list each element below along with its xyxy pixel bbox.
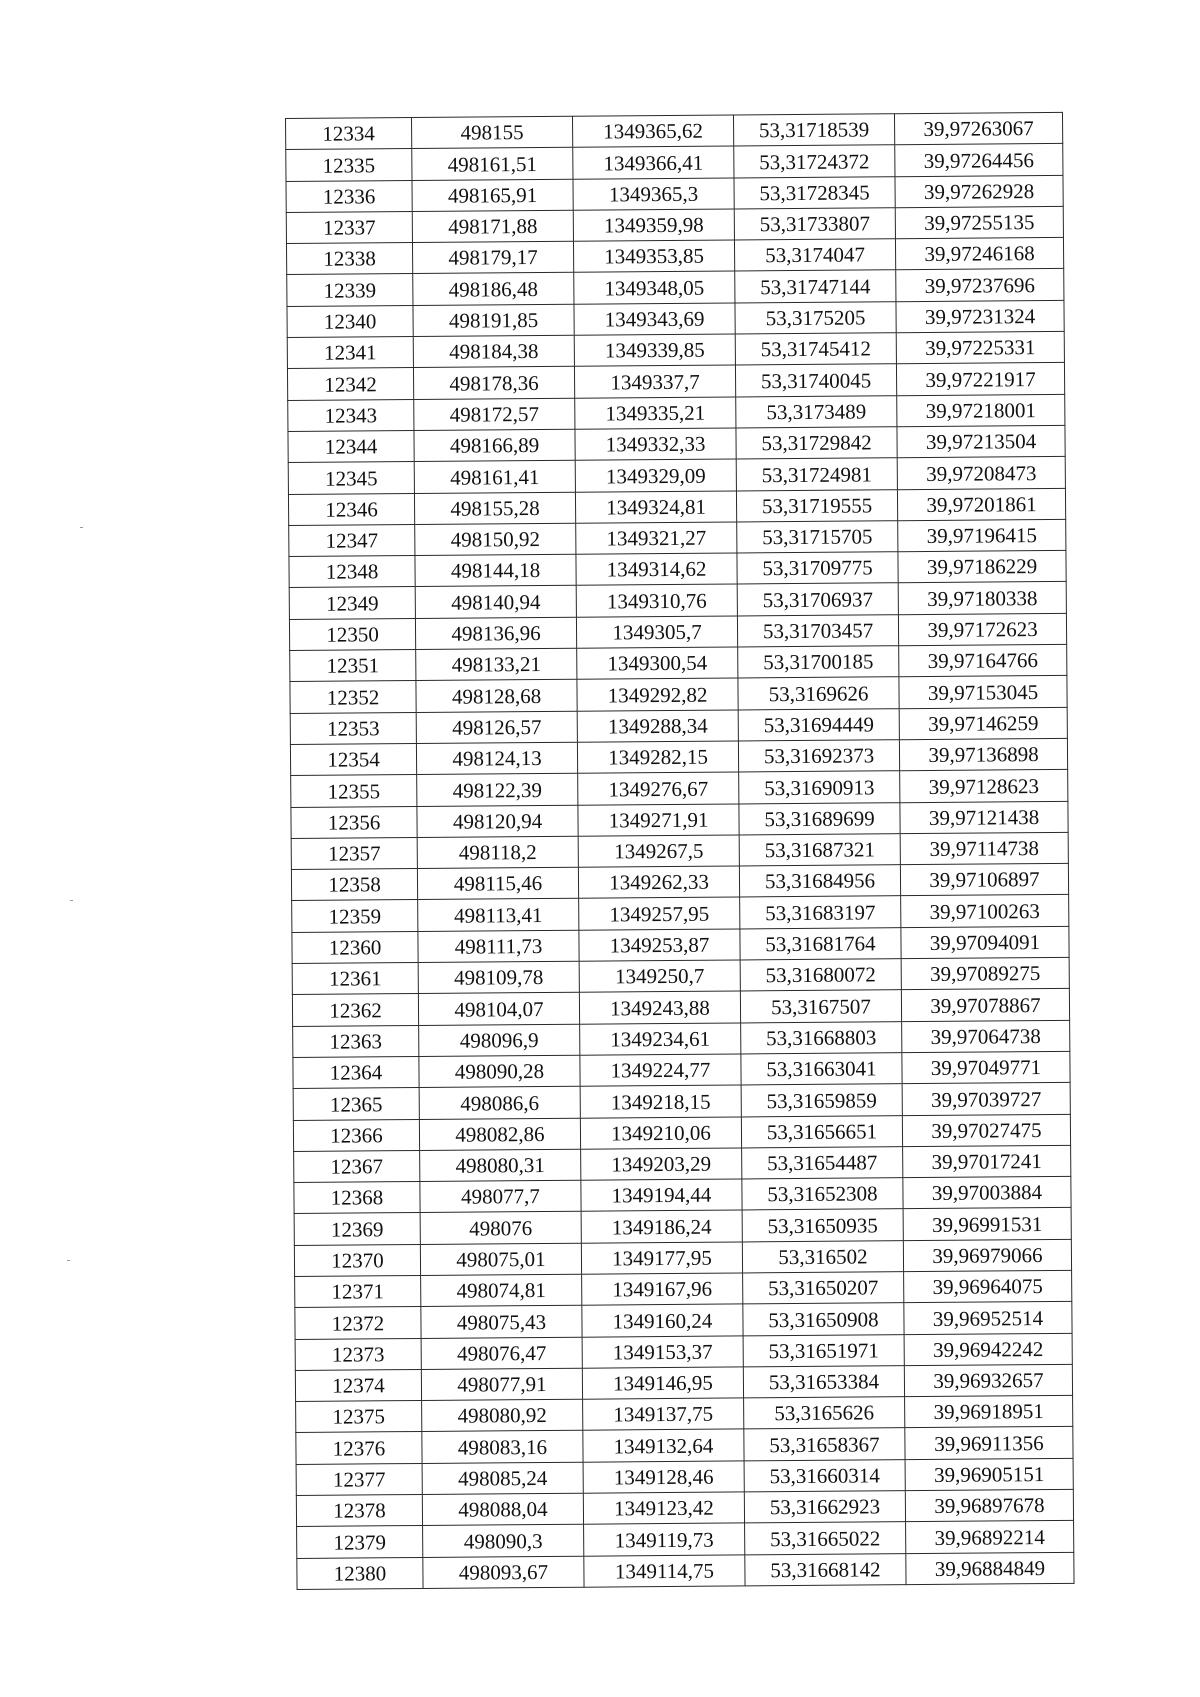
point-number-cell: 12339 [287, 274, 413, 306]
longitude-cell: 39,97100263 [901, 895, 1069, 928]
point-number-cell: 12359 [292, 900, 418, 932]
x-coordinate-cell: 498090,3 [423, 1525, 584, 1558]
longitude-cell: 39,97196415 [898, 519, 1066, 552]
x-coordinate-cell: 498126,57 [416, 711, 577, 744]
point-number-cell: 12350 [289, 618, 415, 650]
x-coordinate-cell: 498128,68 [416, 680, 577, 713]
point-number-cell: 12358 [291, 869, 417, 901]
y-coordinate-cell: 1349292,82 [577, 678, 738, 711]
longitude-cell: 39,97213504 [897, 425, 1065, 458]
x-coordinate-cell: 498191,85 [413, 304, 574, 337]
latitude-cell: 53,31668803 [741, 1021, 902, 1054]
longitude-cell: 39,97231324 [896, 300, 1064, 333]
latitude-cell: 53,31658367 [744, 1428, 905, 1461]
point-number-cell: 12336 [286, 180, 412, 212]
x-coordinate-cell: 498085,24 [422, 1462, 583, 1495]
longitude-cell: 39,97003884 [903, 1176, 1071, 1209]
y-coordinate-cell: 1349250,7 [579, 960, 740, 993]
longitude-cell: 39,96932657 [904, 1364, 1072, 1397]
latitude-cell: 53,31650935 [742, 1209, 903, 1242]
x-coordinate-cell: 498109,78 [418, 961, 579, 994]
x-coordinate-cell: 498077,7 [420, 1180, 581, 1213]
x-coordinate-cell: 498075,01 [420, 1243, 581, 1276]
point-number-cell: 12374 [295, 1369, 421, 1401]
point-number-cell: 12351 [290, 650, 416, 682]
longitude-cell: 39,96964075 [904, 1270, 1072, 1303]
longitude-cell: 39,96918951 [905, 1396, 1073, 1429]
y-coordinate-cell: 1349194,44 [581, 1179, 742, 1212]
latitude-cell: 53,31718539 [733, 114, 894, 147]
point-number-cell: 12335 [286, 149, 412, 181]
x-coordinate-cell: 498133,21 [416, 648, 577, 681]
point-number-cell: 12380 [297, 1557, 423, 1589]
longitude-cell: 39,96892214 [906, 1521, 1074, 1554]
latitude-cell: 53,31747144 [735, 270, 896, 303]
point-number-cell: 12349 [289, 587, 415, 619]
longitude-cell: 39,96897678 [905, 1489, 1073, 1522]
point-number-cell: 12370 [294, 1244, 420, 1276]
point-number-cell: 12346 [288, 493, 414, 525]
longitude-cell: 39,97255135 [895, 206, 1063, 239]
longitude-cell: 39,97221917 [896, 363, 1064, 396]
x-coordinate-cell: 498124,13 [416, 742, 577, 775]
y-coordinate-cell: 1349321,27 [576, 522, 737, 555]
y-coordinate-cell: 1349186,24 [581, 1210, 742, 1243]
x-coordinate-cell: 498184,38 [413, 335, 574, 368]
longitude-cell: 39,97164766 [899, 644, 1067, 677]
x-coordinate-cell: 498074,81 [421, 1274, 582, 1307]
point-number-cell: 12372 [295, 1307, 421, 1339]
latitude-cell: 53,31651971 [743, 1334, 904, 1367]
latitude-cell: 53,31690913 [739, 771, 900, 804]
point-number-cell: 12365 [293, 1088, 419, 1120]
point-number-cell: 12334 [286, 118, 412, 150]
point-number-cell: 12340 [287, 305, 413, 337]
latitude-cell: 53,31724981 [736, 458, 897, 491]
coordinates-table [285, 112, 1075, 1590]
y-coordinate-cell: 1349123,42 [583, 1492, 744, 1525]
latitude-cell: 53,31715705 [737, 521, 898, 554]
y-coordinate-cell: 1349359,98 [573, 209, 734, 242]
x-coordinate-cell: 498136,96 [415, 617, 576, 650]
y-coordinate-cell: 1349234,61 [580, 1023, 741, 1056]
y-coordinate-cell: 1349314,62 [576, 553, 737, 586]
longitude-cell: 39,97064738 [902, 1020, 1070, 1053]
longitude-cell: 39,97153045 [899, 676, 1067, 709]
y-coordinate-cell: 1349177,95 [581, 1242, 742, 1275]
y-coordinate-cell: 1349203,29 [581, 1148, 742, 1181]
latitude-cell: 53,31660314 [744, 1459, 905, 1492]
x-coordinate-cell: 498178,36 [413, 367, 574, 400]
x-coordinate-cell: 498118,2 [417, 836, 578, 869]
latitude-cell: 53,31665022 [745, 1522, 906, 1555]
longitude-cell: 39,97039727 [902, 1083, 1070, 1116]
x-coordinate-cell: 498166,89 [414, 429, 575, 462]
point-number-cell: 12348 [289, 556, 415, 588]
x-coordinate-cell: 498080,31 [420, 1149, 581, 1182]
longitude-cell: 39,96911356 [905, 1427, 1073, 1460]
x-coordinate-cell: 498113,41 [418, 899, 579, 932]
latitude-cell: 53,31662923 [744, 1491, 905, 1524]
longitude-cell: 39,97263067 [894, 112, 1062, 145]
y-coordinate-cell: 1349128,46 [583, 1461, 744, 1494]
y-coordinate-cell: 1349337,7 [574, 365, 735, 398]
x-coordinate-cell: 498165,91 [412, 179, 573, 212]
y-coordinate-cell: 1349343,69 [574, 303, 735, 336]
x-coordinate-cell: 498093,67 [423, 1556, 584, 1589]
latitude-cell: 53,31656651 [741, 1115, 902, 1148]
x-coordinate-cell: 498088,04 [422, 1493, 583, 1526]
longitude-cell: 39,97225331 [896, 331, 1064, 364]
longitude-cell: 39,96991531 [903, 1208, 1071, 1241]
y-coordinate-cell: 1349300,54 [577, 647, 738, 680]
latitude-cell: 53,31684956 [739, 865, 900, 898]
point-number-cell: 12342 [287, 368, 413, 400]
latitude-cell: 53,31680072 [740, 959, 901, 992]
y-coordinate-cell: 1349339,85 [574, 334, 735, 367]
table-row [297, 1552, 1074, 1589]
y-coordinate-cell: 1349310,76 [576, 584, 737, 617]
y-coordinate-cell: 1349288,34 [577, 710, 738, 743]
longitude-cell: 39,97078867 [901, 989, 1069, 1022]
latitude-cell: 53,31663041 [741, 1053, 902, 1086]
point-number-cell: 12373 [295, 1338, 421, 1370]
latitude-cell: 53,31694449 [738, 708, 899, 741]
latitude-cell: 53,31700185 [738, 646, 899, 679]
longitude-cell: 39,97146259 [899, 707, 1067, 740]
x-coordinate-cell: 498076,47 [421, 1337, 582, 1370]
latitude-cell: 53,31650908 [743, 1303, 904, 1336]
x-coordinate-cell: 498161,51 [412, 148, 573, 181]
latitude-cell: 53,31653384 [743, 1366, 904, 1399]
y-coordinate-cell: 1349365,62 [572, 115, 733, 148]
y-coordinate-cell: 1349332,33 [575, 428, 736, 461]
latitude-cell: 53,31692373 [738, 740, 899, 773]
y-coordinate-cell: 1349153,37 [582, 1336, 743, 1369]
point-number-cell: 12343 [288, 399, 414, 431]
longitude-cell: 39,96905151 [905, 1458, 1073, 1491]
point-number-cell: 12362 [292, 994, 418, 1026]
x-coordinate-cell: 498140,94 [415, 586, 576, 619]
longitude-cell: 39,97049771 [902, 1051, 1070, 1084]
latitude-cell: 53,31683197 [740, 896, 901, 929]
latitude-cell: 53,31724372 [734, 145, 895, 178]
point-number-cell: 12341 [287, 337, 413, 369]
y-coordinate-cell: 1349276,67 [578, 772, 739, 805]
y-coordinate-cell: 1349137,75 [583, 1398, 744, 1431]
y-coordinate-cell: 1349366,41 [573, 146, 734, 179]
longitude-cell: 39,97180338 [898, 582, 1066, 615]
point-number-cell: 12345 [288, 462, 414, 494]
y-coordinate-cell: 1349253,87 [579, 929, 740, 962]
x-coordinate-cell: 498144,18 [415, 554, 576, 587]
latitude-cell: 53,3167507 [740, 990, 901, 1023]
latitude-cell: 53,3174047 [734, 239, 895, 272]
y-coordinate-cell: 1349353,85 [573, 240, 734, 273]
y-coordinate-cell: 1349224,77 [580, 1054, 741, 1087]
longitude-cell: 39,97128623 [900, 770, 1068, 803]
x-coordinate-cell: 498083,16 [422, 1431, 583, 1464]
point-number-cell: 12376 [296, 1432, 422, 1464]
longitude-cell: 39,97201861 [897, 488, 1065, 521]
longitude-cell: 39,97237696 [896, 269, 1064, 302]
longitude-cell: 39,97186229 [898, 551, 1066, 584]
x-coordinate-cell: 498161,41 [414, 460, 575, 493]
latitude-cell: 53,31681764 [740, 927, 901, 960]
point-number-cell: 12360 [292, 931, 418, 963]
latitude-cell: 53,31719555 [736, 489, 897, 522]
y-coordinate-cell: 1349160,24 [582, 1304, 743, 1337]
point-number-cell: 12344 [288, 430, 414, 462]
latitude-cell: 53,316502 [742, 1240, 903, 1273]
x-coordinate-cell: 498179,17 [412, 241, 573, 274]
longitude-cell: 39,97121438 [900, 801, 1068, 834]
longitude-cell: 39,97136898 [899, 738, 1067, 771]
point-number-cell: 12353 [290, 712, 416, 744]
longitude-cell: 39,97114738 [900, 832, 1068, 865]
point-number-cell: 12363 [293, 1025, 419, 1057]
longitude-cell: 39,96952514 [904, 1302, 1072, 1335]
y-coordinate-cell: 1349146,95 [582, 1367, 743, 1400]
x-coordinate-cell: 498080,92 [422, 1399, 583, 1432]
y-coordinate-cell: 1349335,21 [575, 397, 736, 430]
latitude-cell: 53,3173489 [736, 395, 897, 428]
latitude-cell: 53,31729842 [736, 427, 897, 460]
longitude-cell: 39,97246168 [895, 238, 1063, 271]
longitude-cell: 39,97208473 [897, 457, 1065, 490]
y-coordinate-cell: 1349271,91 [578, 803, 739, 836]
y-coordinate-cell: 1349348,05 [574, 271, 735, 304]
point-number-cell: 12356 [291, 806, 417, 838]
x-coordinate-cell: 498111,73 [418, 930, 579, 963]
y-coordinate-cell: 1349262,33 [578, 866, 739, 899]
longitude-cell: 39,96942242 [904, 1333, 1072, 1366]
y-coordinate-cell: 1349210,06 [580, 1116, 741, 1149]
point-number-cell: 12352 [290, 681, 416, 713]
point-number-cell: 12379 [297, 1526, 423, 1558]
x-coordinate-cell: 498155,28 [414, 492, 575, 525]
latitude-cell: 53,3175205 [735, 301, 896, 334]
x-coordinate-cell: 498075,43 [421, 1305, 582, 1338]
latitude-cell: 53,31689699 [739, 802, 900, 835]
point-number-cell: 12377 [296, 1463, 422, 1495]
x-coordinate-cell: 498077,91 [421, 1368, 582, 1401]
point-number-cell: 12357 [291, 837, 417, 869]
point-number-cell: 12338 [286, 243, 412, 275]
coordinates-table-body [286, 112, 1075, 1589]
y-coordinate-cell: 1349329,09 [575, 459, 736, 492]
x-coordinate-cell: 498155 [412, 116, 573, 149]
point-number-cell: 12371 [295, 1275, 421, 1307]
scan-speck [70, 900, 73, 901]
y-coordinate-cell: 1349114,75 [584, 1555, 745, 1588]
latitude-cell: 53,31687321 [739, 834, 900, 867]
longitude-cell: 39,97027475 [902, 1114, 1070, 1147]
latitude-cell: 53,31703457 [737, 614, 898, 647]
latitude-cell: 53,31654487 [742, 1146, 903, 1179]
x-coordinate-cell: 498172,57 [414, 398, 575, 431]
longitude-cell: 39,96979066 [903, 1239, 1071, 1272]
latitude-cell: 53,31740045 [735, 364, 896, 397]
longitude-cell: 39,97089275 [901, 957, 1069, 990]
point-number-cell: 12361 [292, 962, 418, 994]
scan-speck [67, 1260, 70, 1261]
latitude-cell: 53,3165626 [744, 1397, 905, 1430]
y-coordinate-cell: 1349282,15 [577, 741, 738, 774]
y-coordinate-cell: 1349218,15 [580, 1085, 741, 1118]
point-number-cell: 12347 [289, 524, 415, 556]
x-coordinate-cell: 498104,07 [418, 993, 579, 1026]
x-coordinate-cell: 498186,48 [413, 273, 574, 306]
latitude-cell: 53,31659859 [741, 1084, 902, 1117]
scan-speck [80, 527, 83, 528]
longitude-cell: 39,96884849 [906, 1552, 1074, 1585]
x-coordinate-cell: 498076 [420, 1212, 581, 1245]
latitude-cell: 53,31709775 [737, 552, 898, 585]
point-number-cell: 12354 [290, 743, 416, 775]
point-number-cell: 12366 [293, 1119, 419, 1151]
y-coordinate-cell: 1349365,3 [573, 178, 734, 211]
point-number-cell: 12355 [291, 775, 417, 807]
y-coordinate-cell: 1349324,81 [575, 491, 736, 524]
longitude-cell: 39,97218001 [897, 394, 1065, 427]
latitude-cell: 53,31733807 [734, 208, 895, 241]
point-number-cell: 12378 [296, 1495, 422, 1527]
x-coordinate-cell: 498096,9 [419, 1024, 580, 1057]
x-coordinate-cell: 498122,39 [417, 773, 578, 806]
point-number-cell: 12337 [286, 211, 412, 243]
longitude-cell: 39,97094091 [901, 926, 1069, 959]
latitude-cell: 53,31706937 [737, 583, 898, 616]
longitude-cell: 39,97017241 [903, 1145, 1071, 1178]
x-coordinate-cell: 498082,86 [419, 1118, 580, 1151]
x-coordinate-cell: 498090,28 [419, 1055, 580, 1088]
latitude-cell: 53,31728345 [734, 176, 895, 209]
x-coordinate-cell: 498150,92 [415, 523, 576, 556]
latitude-cell: 53,3169626 [738, 677, 899, 710]
longitude-cell: 39,97172623 [898, 613, 1066, 646]
y-coordinate-cell: 1349257,95 [579, 897, 740, 930]
latitude-cell: 53,31745412 [735, 333, 896, 366]
point-number-cell: 12368 [294, 1182, 420, 1214]
longitude-cell: 39,97106897 [900, 863, 1068, 896]
point-number-cell: 12364 [293, 1056, 419, 1088]
latitude-cell: 53,31650207 [743, 1272, 904, 1305]
y-coordinate-cell: 1349132,64 [583, 1429, 744, 1462]
y-coordinate-cell: 1349267,5 [578, 835, 739, 868]
y-coordinate-cell: 1349167,96 [582, 1273, 743, 1306]
x-coordinate-cell: 498115,46 [417, 867, 578, 900]
y-coordinate-cell: 1349243,88 [579, 991, 740, 1024]
y-coordinate-cell: 1349119,73 [584, 1523, 745, 1556]
x-coordinate-cell: 498086,6 [419, 1086, 580, 1119]
longitude-cell: 39,97264456 [895, 144, 1063, 177]
x-coordinate-cell: 498120,94 [417, 805, 578, 838]
latitude-cell: 53,31668142 [745, 1553, 906, 1586]
point-number-cell: 12375 [296, 1401, 422, 1433]
point-number-cell: 12369 [294, 1213, 420, 1245]
x-coordinate-cell: 498171,88 [412, 210, 573, 243]
y-coordinate-cell: 1349305,7 [576, 616, 737, 649]
longitude-cell: 39,97262928 [895, 175, 1063, 208]
latitude-cell: 53,31652308 [742, 1178, 903, 1211]
point-number-cell: 12367 [294, 1150, 420, 1182]
